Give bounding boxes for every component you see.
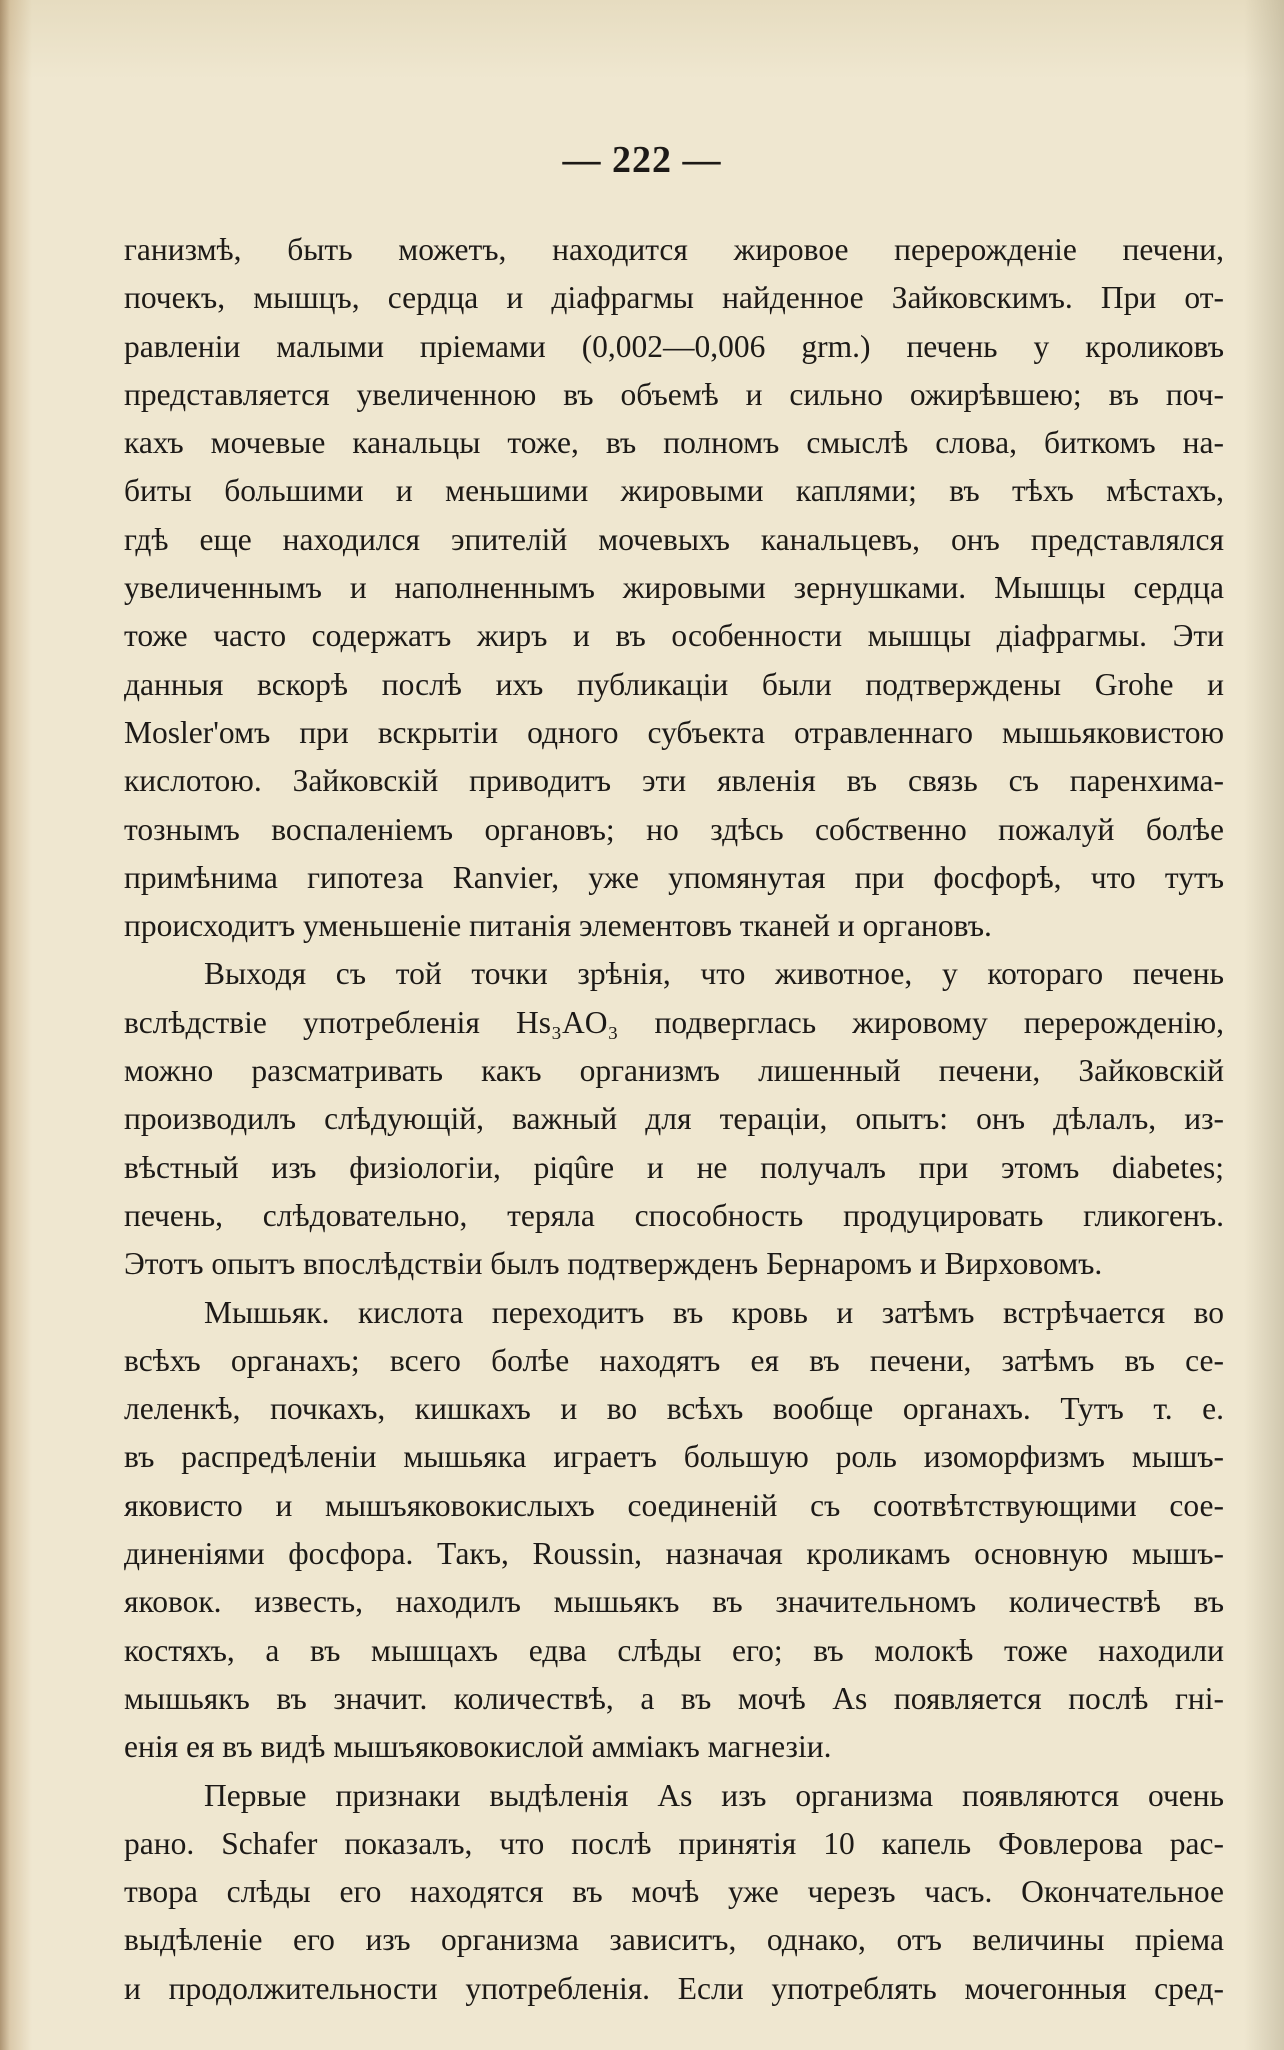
text-line: яковисто и мышъяковокислыхъ соединеній съ соотвѣтствующими сое- [124, 1487, 1224, 1523]
text-line: увеличеннымъ и наполненнымъ жировыми зернушками. Мышцы сердца [124, 570, 1224, 606]
text-line: леленкѣ, почкахъ, кишкахъ и во всѣхъ вообще органахъ. Тутъ т. е. [124, 1391, 1224, 1427]
text-line: тознымъ воспаленіемъ органовъ; но здѣсь собственно пожалуй болѣе [124, 811, 1224, 847]
text-line: почекъ, мышцъ, сердца и діафрагмы найденное Зайковскимъ. При от- [124, 280, 1224, 316]
text-line: и продолжительности употребленія. Если употреблять мочегонныя сред- [124, 1970, 1224, 2006]
text-line: равленіи малыми пріемами (0,002—0,006 grm.) печень у кроликовъ [124, 328, 1224, 364]
text-line: тоже часто содержатъ жиръ и въ особенности мышцы діафрагмы. Эти [124, 618, 1224, 654]
text-line: мышьякъ въ значит. количествѣ, а въ мочѣ As появляется послѣ гні- [124, 1680, 1224, 1716]
body-text [124, 226, 1224, 2013]
page-number: — 222 — [562, 139, 722, 181]
text-line: примѣнима гипотеза Ranvier, уже упомянутая при фосфорѣ, что тутъ [124, 859, 1224, 895]
text-line: Mosler'омъ при вскрытіи одного субъекта отравленнаго мышьяковистою [124, 714, 1224, 750]
text-line: гдѣ еще находился эпителій мочевыхъ канальцевъ, онъ представлялся [124, 521, 1224, 557]
text-line: представляется увеличенною въ объемѣ и сильно ожирѣвшею; въ поч- [124, 376, 1224, 412]
text-line: происходитъ уменьшеніе питанія элементовъ тканей и органовъ. [124, 908, 992, 944]
text-line: въ распредѣленіи мышьяка играетъ большую роль изоморфизмъ мышъ- [124, 1439, 1224, 1475]
text-line: твора слѣды его находятся въ мочѣ уже черезъ часъ. Окончательное [124, 1874, 1224, 1910]
text-line: печень, слѣдовательно, теряла способность продуцировать гликогенъ. [124, 1197, 1224, 1233]
text-line: данныя вскорѣ послѣ ихъ публикаціи были подтверждены Grohe и [124, 666, 1224, 702]
text-line: диненіями фосфора. Такъ, Roussin, назначая кроликамъ основную мышъ- [124, 1536, 1224, 1572]
text-line: яковок. известь, находилъ мышьякъ въ значительномъ количествѣ въ [124, 1584, 1224, 1620]
text-line: биты большими и меньшими жировыми каплями; въ тѣхъ мѣстахъ, [124, 473, 1224, 509]
text-line: всѣхъ органахъ; всего болѣе находятъ ея въ печени, затѣмъ въ се- [124, 1342, 1224, 1378]
text-line: ганизмѣ, быть можетъ, находится жировое перерожденіе печени, [124, 232, 1224, 267]
text-line: енія ея въ видѣ мышъяковокислой аммiакъ магнезiи. [124, 1729, 832, 1765]
text-line: можно разсматривать какъ организмъ лишенный печени, Зайковскій [124, 1053, 1224, 1089]
text-line: производилъ слѣдующій, важный для тераціи, опытъ: онъ дѣлалъ, из- [124, 1101, 1224, 1137]
text-line: вслѣдствіе употребленія Hs₃AO₃ подверглась жировому перерожденію, [124, 1004, 1224, 1040]
text-line: Этотъ опытъ впослѣдствіи былъ подтвержденъ Бернаромъ и Вирховомъ. [124, 1246, 1103, 1282]
text-line: Первые признаки выдѣленія As изъ организма появляются очень [204, 1777, 1224, 1813]
text-line: кахъ мочевые канальцы тоже, въ полномъ смыслѣ слова, биткомъ на- [124, 425, 1224, 461]
text-line: рано. Schafer показалъ, что послѣ принятія 10 капель Фовлерова рас- [124, 1825, 1224, 1861]
text-line: Мышьяк. кислота переходитъ въ кровь и затѣмъ встрѣчается во [204, 1294, 1224, 1330]
text-line: вѣстный изъ физіологіи, piqûre и не получалъ при этомъ diabetes; [124, 1149, 1224, 1185]
text-line: Выходя съ той точки зрѣнія, что животное, у котораго печень [204, 956, 1224, 992]
text-line: костяхъ, а въ мышцахъ едва слѣды его; въ молокѣ тоже находили [124, 1632, 1224, 1668]
text-line: кислотою. Зайковскій приводитъ эти явленія въ связь съ паренхима- [124, 763, 1224, 799]
text-line: выдѣленіе его изъ организма зависитъ, однако, отъ величины пріема [124, 1922, 1224, 1958]
